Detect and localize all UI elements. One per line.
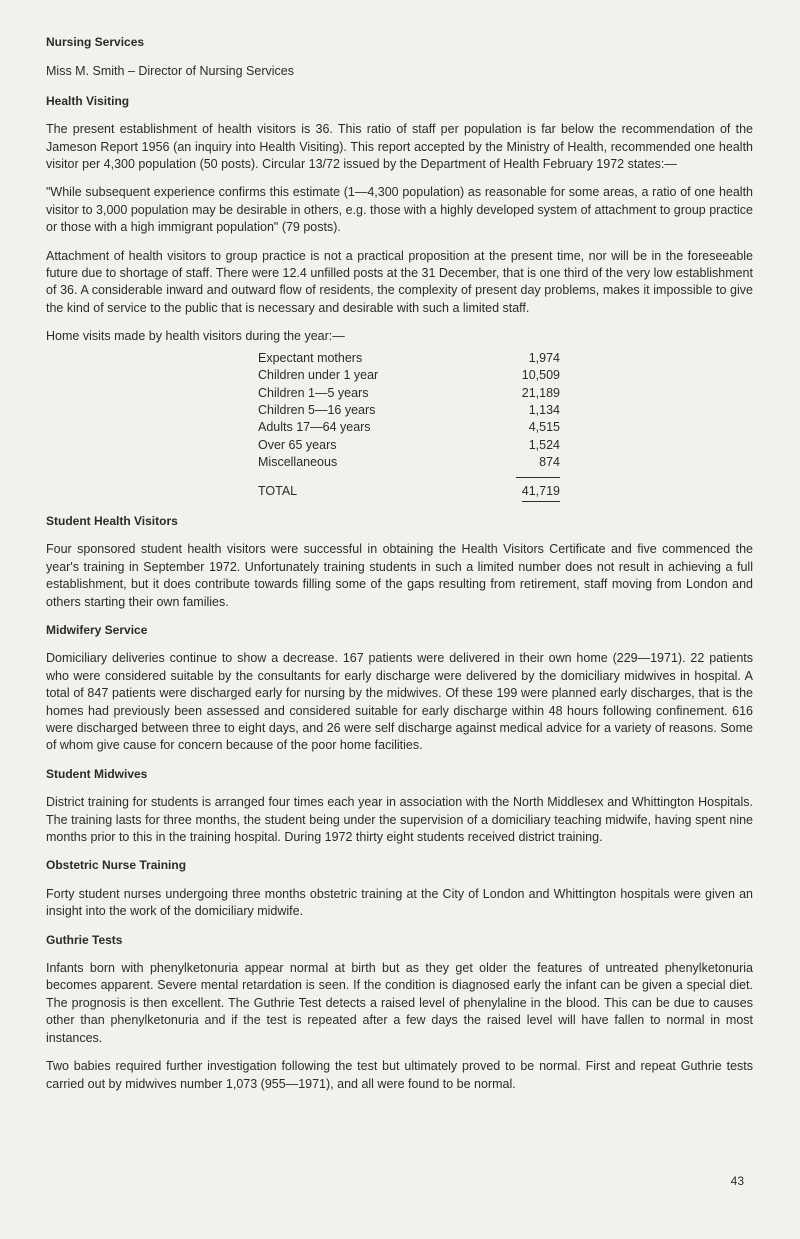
page-content	[46, 34, 753, 1093]
obstetric-nurse-training-paragraph: Forty student nurses undergoing three months obstetric training at the City of London and Whittington hospitals were given an insight into the work of the domiciliary midwife.	[46, 886, 753, 919]
row-value: 1,134	[528, 402, 560, 417]
page-title: Nursing Services	[46, 35, 145, 49]
student-midwives-paragraph: District training for students is arranged four times each year in association with the North Middlesex and Whittington Hospitals. The training lasts for three months, the student being under the supervision of a domiciliary teaching midwife, having spent nine months prior to this in the training hospital. During 1972 thirty eight students received district training.	[46, 795, 753, 845]
home-visits-row	[258, 385, 560, 402]
midwifery-service-paragraph: Domiciliary deliveries continue to show a decrease. 167 patients were delivered in their own home (229—1971). 22 patients who were considered suitable by the consultants for early discharge were delivered by the domiciliary midwives in hospital. A total of 847 patients were discharged early for nursing by the midwives. Of these 199 were planned early discharges, that is the homes had previously been assessed and considered suitable for early discharge within 48 hours following confinement. 616 were discharged between three to eight days, and 26 were self discharge against medical advice for a variety of reasons. Some of whom give cause for concern because of the poor home facilities.	[46, 651, 753, 753]
guthrie-tests-heading: Guthrie Tests	[46, 932, 123, 947]
row-value: 21,189	[521, 385, 560, 400]
health-visiting-quote: "While subsequent experience confirms this estimate (1—4,300 population) as reasonable for some areas, a ratio of one health visitor to 3,000 population may be desirable in others, e.g. those with a highly developed system of attachment to group practice or those with a high immigrant population" (79 posts).	[46, 185, 753, 235]
total-value: 41,719	[522, 483, 560, 502]
row-label: Adults 17—64 years	[258, 420, 371, 435]
obstetric-nurse-training-heading: Obstetric Nurse Training	[46, 858, 187, 873]
row-value: 1,974	[528, 350, 560, 365]
home-visits-table	[258, 350, 560, 502]
total-label: TOTAL	[258, 483, 298, 498]
midwifery-service-heading: Midwifery Service	[46, 622, 148, 637]
row-value: 1,524	[528, 437, 560, 452]
home-visits-total-row	[258, 483, 560, 502]
health-visiting-paragraph-3: Attachment of health visitors to group practice is not a practical proposition at the present time, nor will be in the foreseeable future due to shortage of staff. There were 12.4 unfilled posts at the 31 December, that is one third of the very low establishment of 36. A considerable inward and outward flow of residents, the complexity of present day problems, makes it impossible to give the kind of service to the public that is necessary and desirable with such a limited staff.	[46, 248, 753, 315]
guthrie-tests-paragraph-2: Two babies required further investigation following the test but ultimately proved to be normal. First and repeat Guthrie tests carried out by midwives number 1,073 (955—1971), and all were found to be normal.	[46, 1059, 753, 1091]
row-value: 4,515	[528, 420, 560, 435]
health-visiting-paragraph-1: The present establishment of health visitors is 36. This ratio of staff per population is far below the recommendation of the Jameson Report 1956 (an inquiry into Health Visiting). This report accepted by the Ministry of Health, recommended one health visitor per 4,300 population (50 posts). Circular 13/72 issued by the Department of Health February 1972 states:—	[46, 122, 753, 172]
row-value: 874	[539, 455, 560, 470]
guthrie-tests-paragraph-1: Infants born with phenylketonuria appear normal at birth but as they get older the features of untreated phenylketonuria becomes apparent. Severe mental retardation is seen. If the condition is diagnosed early the infant can be given a special diet. The prognosis is then excellent. The Guthrie Test detects a raised level of phenylaline in the blood. This can be due to causes other than phenylketonuria and if the test is repeated after a few days the raised level will have fallen to normal in most instances.	[46, 961, 753, 1045]
row-label: Children 1—5 years	[258, 385, 369, 400]
row-label: Over 65 years	[258, 437, 337, 452]
page-number: 43	[730, 1174, 744, 1188]
home-visits-row	[258, 437, 560, 454]
director-line: Miss M. Smith – Director of Nursing Services	[46, 64, 294, 79]
home-visits-row	[258, 419, 560, 436]
student-health-visitors-heading: Student Health Visitors	[46, 513, 178, 528]
home-visits-row	[258, 367, 560, 384]
home-visits-row	[258, 350, 560, 367]
row-label: Children under 1 year	[258, 368, 379, 383]
row-value: 10,509	[521, 368, 560, 383]
student-health-visitors-paragraph: Four sponsored student health visitors were successful in obtaining the Health Visitors Certificate and five commenced the year's training in September 1972. Unfortunately training students in such a limited number does not result in achieving a full establishment, but it does contribute towards filling some of the gaps resulting from retirement, staff moving from London and others starting their own families.	[46, 542, 753, 609]
total-rule	[516, 477, 560, 478]
row-label: Expectant mothers	[258, 350, 363, 365]
health-visiting-heading: Health Visiting	[46, 93, 130, 108]
home-visits-row	[258, 402, 560, 419]
row-label: Miscellaneous	[258, 455, 338, 470]
student-midwives-heading: Student Midwives	[46, 766, 148, 781]
home-visits-row	[258, 454, 560, 471]
row-label: Children 5—16 years	[258, 402, 376, 417]
home-visits-intro: Home visits made by health visitors during the year:—	[46, 329, 345, 344]
